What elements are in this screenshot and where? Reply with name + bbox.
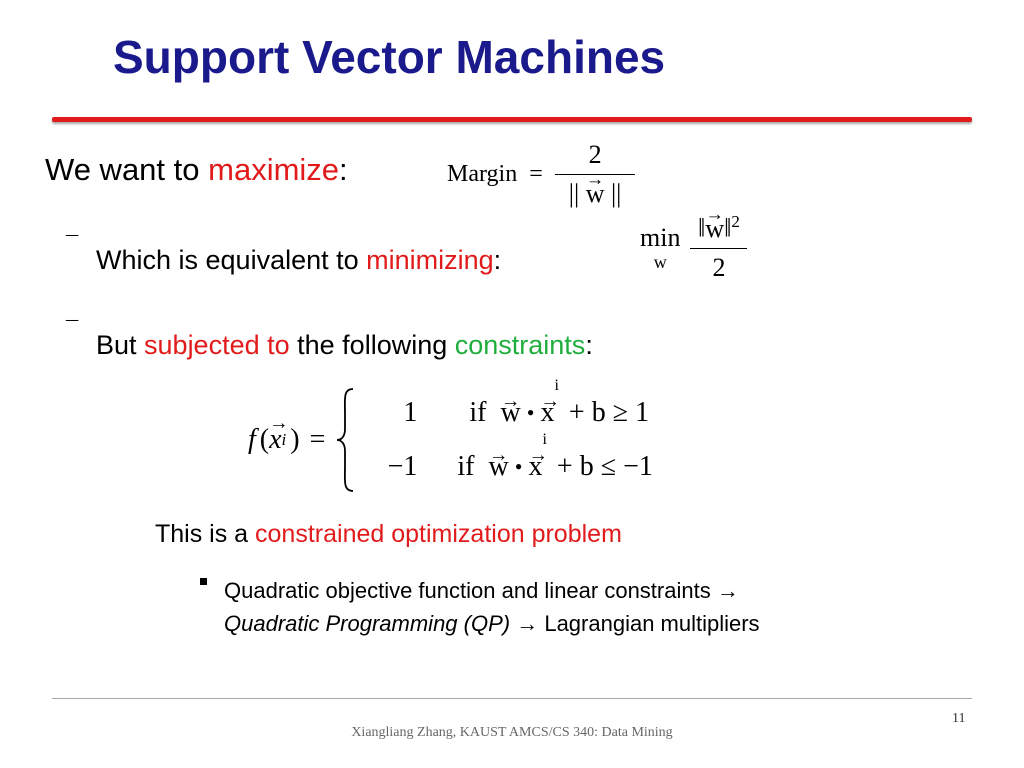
w-vector: → w bbox=[586, 179, 605, 209]
left-brace-icon bbox=[335, 385, 357, 495]
min-denominator: 2 bbox=[690, 248, 747, 283]
right-arrow-icon: → bbox=[716, 578, 739, 603]
paren-close: ) bbox=[290, 424, 300, 455]
x-subscript: i bbox=[281, 430, 287, 449]
cases bbox=[363, 377, 653, 494]
constrained-optimization-highlight: constrained optimization problem bbox=[255, 520, 622, 548]
qp-text-1: Quadratic objective function and linear constraints bbox=[224, 578, 717, 603]
f-symbol: f bbox=[248, 424, 256, 455]
minimize-line bbox=[96, 245, 501, 276]
qp-italic: Quadratic Programming (QP) bbox=[224, 611, 511, 636]
x-vector: → x bbox=[269, 424, 281, 456]
footer-divider bbox=[52, 698, 972, 699]
case2-if: if bbox=[457, 451, 475, 482]
summary-line bbox=[155, 520, 622, 549]
norm-bar-right: ‖ bbox=[724, 213, 732, 243]
norm-bar-right: || bbox=[610, 179, 622, 208]
min-subscript: w bbox=[653, 252, 667, 273]
constraint-equation bbox=[248, 377, 653, 495]
case-row-2 bbox=[363, 431, 653, 494]
case1-value: 1 bbox=[403, 397, 418, 428]
dot-operator: • bbox=[526, 400, 535, 425]
constraints-line bbox=[96, 330, 593, 361]
subjected-to-highlight: subjected to bbox=[144, 330, 290, 360]
case1-if: if bbox=[469, 397, 487, 428]
qp-line bbox=[224, 574, 760, 640]
dot-operator: • bbox=[514, 454, 523, 479]
square-bullet-icon bbox=[200, 578, 207, 585]
objective-colon: : bbox=[339, 152, 348, 187]
min-fraction bbox=[690, 212, 747, 283]
margin-equation bbox=[447, 140, 635, 209]
constraints-text-mid: the following bbox=[289, 330, 455, 360]
w-vector: → w bbox=[705, 214, 724, 244]
margin-label: Margin bbox=[447, 161, 518, 187]
w-vector: → w bbox=[501, 386, 521, 440]
x-subscript: i bbox=[542, 431, 547, 448]
objective-line bbox=[45, 152, 348, 188]
page-number: 11 bbox=[952, 711, 966, 726]
constraints-highlight: constraints bbox=[454, 330, 586, 360]
equals-sign: = bbox=[309, 424, 326, 455]
x-subscript: i bbox=[554, 377, 559, 394]
min-label: min bbox=[640, 223, 681, 253]
right-arrow-icon: → bbox=[516, 611, 539, 636]
minimize-text: Which is equivalent to bbox=[96, 245, 367, 275]
constraints-text-pre: But bbox=[96, 330, 145, 360]
minimize-colon: : bbox=[493, 245, 502, 275]
min-equation bbox=[640, 212, 747, 283]
x-vector: → x bbox=[528, 440, 542, 494]
paren-open: ( bbox=[259, 424, 270, 455]
norm-bar-left: ‖ bbox=[698, 213, 706, 243]
summary-text: This is a bbox=[155, 520, 256, 548]
case1-inequality: + b ≥ 1 bbox=[568, 397, 650, 428]
margin-denominator bbox=[555, 174, 636, 209]
bullet-dash-1: ¯ bbox=[66, 232, 79, 257]
objective-text: We want to bbox=[45, 152, 209, 187]
norm-bar-left: || bbox=[568, 179, 580, 208]
min-numerator bbox=[694, 212, 744, 248]
x-vector: → x bbox=[540, 386, 554, 440]
margin-fraction bbox=[555, 140, 636, 209]
case2-value: −1 bbox=[387, 451, 418, 482]
margin-equals: = bbox=[529, 161, 543, 187]
minimizing-highlight: minimizing bbox=[366, 245, 494, 275]
margin-numerator: 2 bbox=[588, 140, 602, 169]
qp-text-2: Lagrangian multipliers bbox=[538, 611, 760, 636]
page-title: Support Vector Machines bbox=[113, 31, 666, 83]
title-divider bbox=[52, 117, 972, 122]
case2-inequality: + b ≤ −1 bbox=[556, 451, 653, 482]
bullet-dash-2: ¯ bbox=[66, 317, 79, 342]
maximize-highlight: maximize bbox=[208, 152, 340, 187]
squared-exponent: 2 bbox=[731, 212, 740, 231]
constraints-colon: : bbox=[585, 330, 593, 360]
footer-text: Xiangliang Zhang, KAUST AMCS/CS 340: Data Mining bbox=[351, 725, 673, 740]
w-vector: → w bbox=[489, 440, 509, 494]
min-operator bbox=[640, 223, 680, 271]
